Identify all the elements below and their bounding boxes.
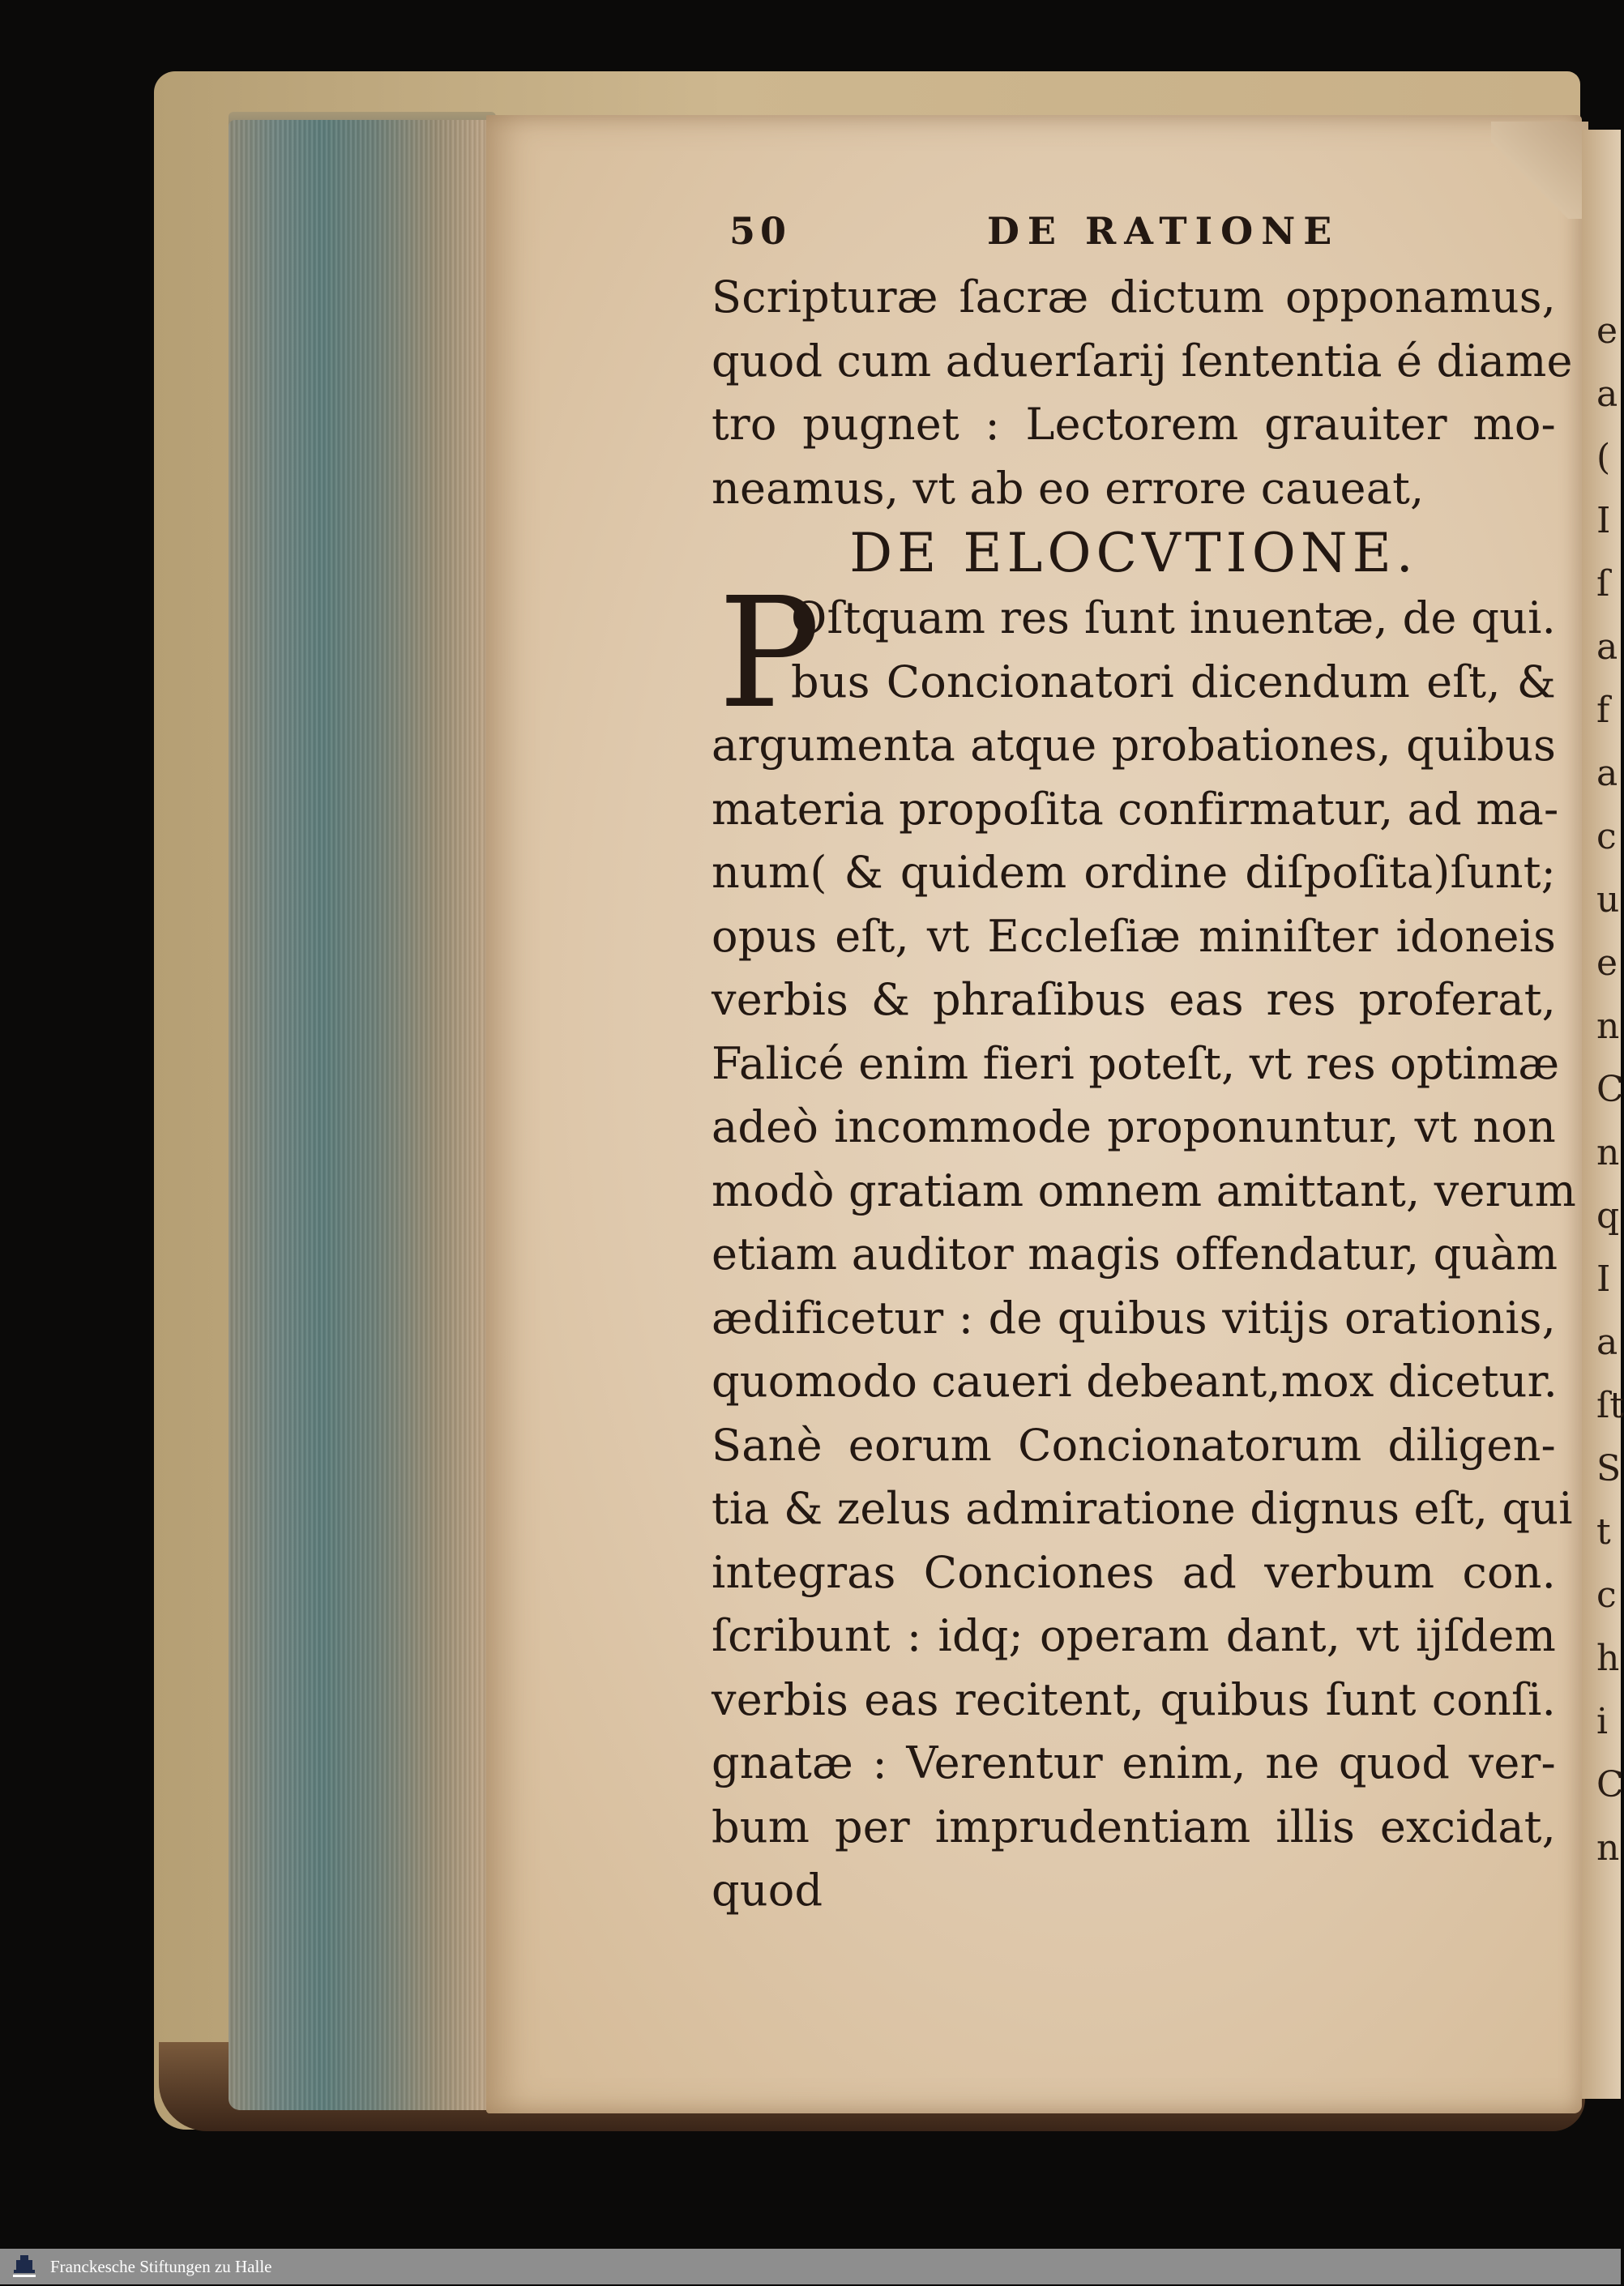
facing-page-letter: q <box>1596 1195 1620 1237</box>
text-line: verbis & phraſibus eas res proferat, <box>712 974 1556 1025</box>
facing-page-letter: ſ <box>1596 563 1610 605</box>
page-number: 50 <box>729 209 792 253</box>
catchword: quod <box>712 1865 823 1916</box>
facing-page-letter: ( <box>1596 437 1611 478</box>
facing-page-letter: I <box>1596 1258 1611 1300</box>
section-heading: DE ELOCVTIONE. <box>849 522 1418 584</box>
text-line: tia & zelus admiratione dignus eſt, qui <box>712 1483 1573 1534</box>
facing-page-letter: i <box>1596 1701 1609 1742</box>
text-line: tro pugnet : Lectorem grauiter mo- <box>712 399 1556 450</box>
text-line: ædificetur : de quibus vitijs orationis, <box>712 1292 1556 1344</box>
text-line: quomodo caueri debeant,mox dicetur. <box>712 1356 1558 1407</box>
facing-page-letter: f <box>1596 690 1610 731</box>
facing-page-letter: S <box>1596 1448 1622 1489</box>
text-line: ſcribunt : idq; operam dant, vt ijſdem <box>712 1610 1556 1661</box>
facing-page-letter: n <box>1596 1132 1620 1173</box>
text-line: adeò incommode proponuntur, vt non <box>712 1101 1556 1152</box>
facing-page-letter: C <box>1596 1069 1624 1110</box>
text-line: materia propoſita confirmatur, ad ma- <box>712 783 1559 835</box>
facing-page-letter: h <box>1596 1638 1620 1679</box>
facing-page-letter: t <box>1596 1511 1611 1553</box>
text-line: verbis eas recitent, quibus ſunt conſi. <box>712 1673 1556 1725</box>
text-line: num( & quidem ordine diſpoſita)ſunt; <box>712 847 1556 898</box>
text-line: etiam auditor magis offendatur, quàm <box>712 1228 1558 1280</box>
text-line: bus Concionatori dicendum eſt, & <box>791 656 1556 707</box>
text-line: Falicé enim fieri poteſt, vt res optimæ <box>712 1037 1560 1089</box>
facing-page-letter: I <box>1596 500 1611 541</box>
text-line: Oſtquam res ſunt inuentæ, de qui. <box>791 592 1556 643</box>
facing-page-letter: n <box>1596 1827 1620 1869</box>
page-block-fore-edge <box>229 120 496 2110</box>
text-line: bum per imprudentiam illis excidat, <box>712 1801 1556 1852</box>
institution-logo-icon <box>10 2252 39 2281</box>
facing-page-letter: n <box>1596 1006 1620 1047</box>
text-line: modò gratiam omnem amittant, verum <box>712 1164 1577 1216</box>
drop-cap-initial: P <box>718 565 821 742</box>
page-text-block <box>712 209 1577 1923</box>
facing-page-letter: e <box>1596 310 1618 352</box>
text-line: Scripturæ ſacræ dictum opponamus, <box>712 271 1556 323</box>
facing-page-letter: a <box>1596 374 1618 415</box>
facing-page-letter: C <box>1596 1764 1624 1805</box>
footer-bar <box>0 2249 1621 2284</box>
facing-page-letter: c <box>1596 1575 1617 1616</box>
running-header <box>712 209 1556 266</box>
text-line: Sanè eorum Concionatorum diligen- <box>712 1419 1556 1471</box>
facing-page-text-fragments <box>1596 300 1624 1880</box>
page-corner-fold <box>1491 122 1588 219</box>
text-line: argumenta atque probationes, quibus <box>712 720 1556 771</box>
drop-cap-paragraph-start <box>712 565 1556 742</box>
facing-page-letter: ſt <box>1596 1385 1624 1426</box>
running-head: DE RATIONE <box>987 209 1340 253</box>
text-line: integras Conciones ad verbum con. <box>712 1546 1556 1598</box>
text-line: quod cum aduerſarij ſententia é diame <box>712 335 1573 387</box>
facing-page-letter: a <box>1596 1322 1618 1363</box>
text-line: opus eſt, vt Eccleſiæ miniſter idoneis <box>712 910 1556 962</box>
facing-page-letter: e <box>1596 942 1618 984</box>
facing-page-letter: u <box>1596 879 1620 921</box>
text-line: gnatæ : Verentur enim, ne quod ver- <box>712 1737 1556 1788</box>
text-line: neamus, vt ab eo errore caueat, <box>712 462 1425 514</box>
facing-page-letter: a <box>1596 626 1618 668</box>
facing-page-letter: c <box>1596 816 1617 857</box>
institution-name: Franckesche Stiftungen zu Halle <box>50 2257 272 2276</box>
facing-page-letter: a <box>1596 753 1618 794</box>
